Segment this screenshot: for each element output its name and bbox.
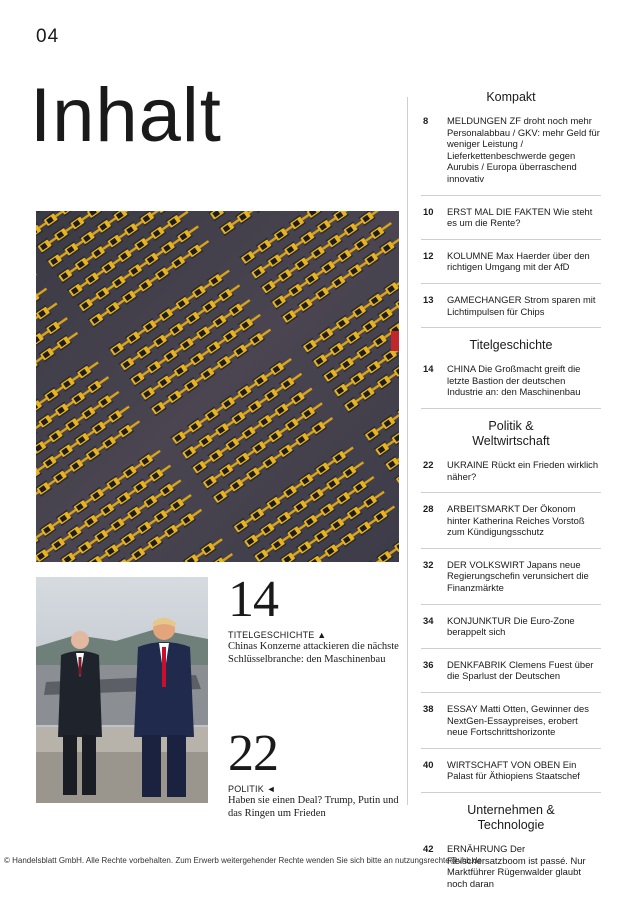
toc-text: WIRTSCHAFT VON OBEN Ein Palast für Äthiopiens Staatschef — [447, 758, 580, 782]
section-title-unternehmen: Unternehmen & Technologie — [467, 803, 555, 832]
divider — [421, 604, 601, 605]
feature-page-number: 22 — [228, 725, 278, 782]
toc-text: UKRAINE Rückt ein Frieden wirklich näher? — [447, 458, 599, 482]
divider — [421, 748, 601, 749]
divider — [421, 648, 601, 649]
toc-text: ARBEITSMARKT Der Ökonom hinter Katherina Reiches Vorstoß zum Kündigungsschutz — [447, 503, 585, 538]
toc-item[interactable] — [421, 659, 601, 682]
divider — [421, 195, 601, 196]
toc-page: 10 — [423, 205, 434, 217]
toc-page: 13 — [423, 293, 434, 305]
toc-text: KOLUMNE Max Haerder über den richtigen Umgang mit der AfD — [447, 249, 590, 273]
toc-item[interactable] — [421, 250, 601, 273]
toc-page: 14 — [423, 363, 434, 375]
toc-text: ERST MAL DIE FAKTEN Wie steht es um die Rente? — [447, 205, 593, 229]
toc-page: 42 — [423, 843, 434, 854]
divider — [421, 327, 601, 328]
toc-text: ERNÄHRUNG Der Fleischersatzboom ist passé. Nur Marktführer Rügenwalder glaubt noch daran — [447, 843, 586, 889]
feature-description: Haben sie einen Deal? Trump, Putin und das Ringen um Frieden — [228, 795, 399, 819]
toc-item[interactable] — [421, 703, 601, 738]
feature-politik[interactable] — [228, 725, 408, 820]
toc-text: MELDUNGEN ZF droht noch mehr Personalabbau / GKV: mehr Geld für weniger Leistung / Lieferkettenbeschwerde gegen Aurubis / Europa überraschend innovativ — [447, 115, 600, 184]
feature-titelgeschichte[interactable] — [228, 571, 408, 666]
toc-page: 32 — [423, 558, 434, 570]
toc-page: 12 — [423, 249, 434, 261]
toc-text: GAMECHANGER Strom sparen mit Lichtimpulsen für Chips — [447, 293, 596, 317]
column-divider — [407, 97, 408, 805]
toc-page: 40 — [423, 758, 434, 770]
toc-text: ESSAY Matti Otten, Gewinner des NextGen-Essaypreises, erobert neue Fortschrittshorizonte — [447, 703, 589, 738]
toc-text: CHINA Die Großmacht greift die letzte Bastion der deutschen Industrie an: den Maschinenbau — [447, 363, 581, 398]
toc-item[interactable] — [421, 559, 601, 594]
feature-description: Chinas Konzerne attackieren die nächste Schlüsselbranche: den Maschinenbau — [228, 641, 399, 665]
toc-item[interactable] — [421, 294, 601, 317]
divider — [421, 283, 601, 284]
page-title: Inhalt — [30, 73, 222, 158]
toc-item[interactable] — [421, 115, 601, 185]
toc-text: KONJUNKTUR Die Euro-Zone berappelt sich — [447, 614, 575, 638]
copyright-notice: © Handelsblatt GmbH. Alle Rechte vorbehalten. Zum Erwerb weitergehender Rechte wenden Sie sich bitte an nutzungsrechte@vhb.de. — [4, 856, 485, 865]
toc-item[interactable] — [421, 206, 601, 229]
divider — [421, 408, 601, 409]
toc-text: DENKFABRIK Clemens Fuest über die Sparlust der Deutschen — [447, 658, 594, 682]
toc-item[interactable] — [421, 459, 601, 482]
divider — [421, 548, 601, 549]
toc-page: 28 — [423, 503, 434, 515]
cover-image-excavators[interactable] — [36, 211, 399, 562]
divider — [421, 792, 601, 793]
toc-text: DER VOLKSWIRT Japans neue Regierungschefin verunsichert die Finanzmärkte — [447, 558, 589, 594]
toc-page: 22 — [423, 458, 434, 470]
toc-item[interactable] — [421, 615, 601, 638]
feature-kicker: POLITIK ◄ — [228, 784, 276, 794]
divider — [421, 239, 601, 240]
toc-page: 34 — [423, 614, 434, 626]
table-of-contents — [421, 90, 601, 899]
photo-trump-putin[interactable] — [36, 577, 208, 803]
section-title-kompakt: Kompakt — [486, 90, 536, 104]
toc-page: 8 — [423, 115, 429, 126]
feature-kicker: TITELGESCHICHTE ▲ — [228, 630, 327, 640]
toc-item[interactable] — [421, 503, 601, 538]
toc-page: 38 — [423, 703, 434, 715]
toc-item[interactable] — [421, 363, 601, 398]
section-title-politik: Politik & Weltwirtschaft — [472, 418, 550, 448]
toc-page: 36 — [423, 658, 434, 670]
toc-item[interactable] — [421, 843, 601, 889]
toc-item[interactable] — [421, 759, 601, 782]
divider — [421, 692, 601, 693]
feature-page-number: 14 — [228, 571, 278, 628]
section-title-titelgeschichte: Titelgeschichte — [469, 338, 553, 353]
divider — [421, 492, 601, 493]
page-number: 04 — [36, 26, 60, 47]
